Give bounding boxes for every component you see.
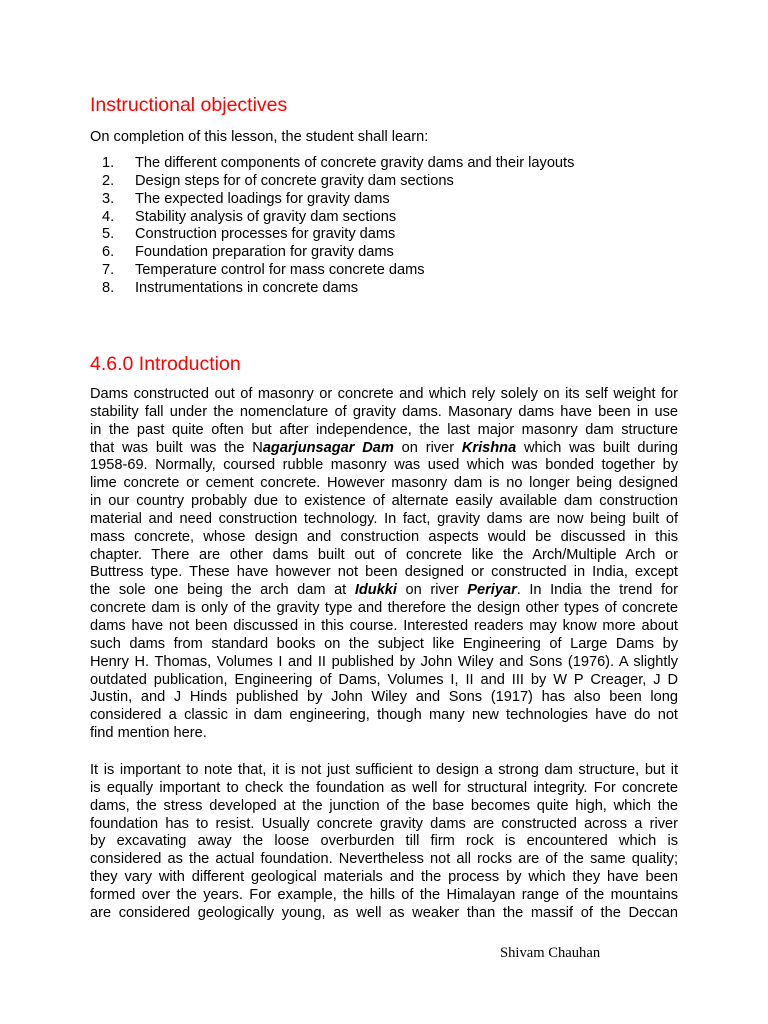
river-name-emphasis: Periyar — [467, 582, 517, 599]
list-item — [90, 244, 574, 262]
list-item-number: 8. — [102, 279, 115, 296]
list-item-number: 2. — [102, 172, 115, 189]
text-line: stability fall under the nomenclature of gravity dams. Masonary dams have been in use — [90, 403, 678, 420]
text-run: the sole one being the arch dam at — [90, 582, 355, 599]
text-line: lime concrete or cement concrete. However masonry dam is no longer being designed — [90, 475, 678, 492]
list-item-number: 7. — [102, 262, 115, 279]
text-line — [90, 440, 678, 458]
objectives-intro: On completion of this lesson, the student shall learn: — [90, 129, 429, 145]
list-item-number: 1. — [102, 155, 115, 171]
river-name-emphasis: Krishna — [461, 439, 517, 456]
list-item-number: 6. — [102, 244, 115, 261]
text-line: such dams from standard books on the subject like Engineering of Large Dams by — [90, 635, 678, 652]
text-line: formed over the years. For example, the hills of the Himalayan range of the mountains — [90, 886, 678, 903]
text-line: in our country probably due to existence of alternate easily available dam construction — [90, 493, 678, 510]
text-line — [90, 582, 678, 600]
list-item — [90, 280, 574, 298]
text-line: dams, the stress developed at the junction of the base becomes quite high, which the — [90, 797, 678, 814]
text-line: find mention here. — [90, 725, 207, 742]
list-item — [90, 226, 574, 244]
list-item-text: Construction processes for gravity dams — [135, 226, 396, 243]
list-item-text: The expected loadings for gravity dams — [135, 190, 390, 207]
list-item-number: 3. — [102, 190, 115, 207]
text-line: chapter. There are other dams built out of concrete like the Arch/Multiple Arch or — [90, 546, 678, 563]
list-item — [90, 173, 574, 191]
introduction-paragraph-1 — [90, 386, 678, 743]
list-item-number: 5. — [102, 226, 115, 243]
dam-name-emphasis: Idukki — [354, 582, 397, 599]
text-line: outdated publication, Engineering of Dams, Volumes I, II and III by W P Creager, J D — [90, 671, 678, 688]
author-name: Shivam Chauhan — [500, 945, 601, 961]
text-line: Dams constructed out of masonry or concrete and which rely solely on its self weight for — [90, 386, 678, 402]
list-item-text: Instrumentations in concrete dams — [135, 279, 359, 296]
list-item-text: Temperature control for mass concrete dams — [135, 262, 425, 279]
text-line: foundation has to resist. Usually concrete gravity dams are constructed across a river — [90, 815, 678, 832]
text-run: on river — [393, 439, 462, 456]
list-item — [90, 209, 574, 227]
text-line: in the past quite often but after independence, the last major masonry dam structure — [90, 421, 678, 438]
text-line: considered a classic in dam engineering, though many new technologies have do not — [90, 707, 678, 724]
text-line: considered as the actual foundation. Nevertheless not all rocks are of the same quality; — [90, 851, 678, 868]
text-line: material and need construction technology. In fact, gravity dams are now being built of — [90, 510, 678, 527]
text-line: 1958-69. Normally, coursed rubble masonry was used which was bonded together by — [90, 457, 678, 474]
list-item-text: Design steps for of concrete gravity dam sections — [135, 172, 454, 189]
text-line: they vary with different geological materials and the process by which they have been — [90, 869, 678, 886]
text-line: Buttress type. These have however not been designed or constructed in India, except — [90, 564, 678, 581]
text-line: Justin, and J Hinds published by John Wiley and Sons (1917) has also been long — [90, 689, 678, 706]
objectives-heading: Instructional objectives — [90, 94, 288, 116]
text-line: by excavating away the loose overburden till firm rock is encountered which is — [90, 833, 678, 850]
list-item-text: Foundation preparation for gravity dams — [135, 244, 394, 261]
text-run: on river — [396, 582, 468, 599]
list-item — [90, 262, 574, 280]
text-run: that was built was the N — [90, 439, 263, 456]
list-item-number: 4. — [102, 208, 115, 225]
text-line: are considered geologically young, as well as weaker than the massif of the Deccan — [90, 904, 678, 921]
text-line: mass concrete, whose design and construction aspects would be discussed in this — [90, 528, 678, 545]
text-run: . In India the trend for — [516, 582, 678, 599]
list-item-text: The different components of concrete gravity dams and their layouts — [135, 155, 575, 171]
dam-name-emphasis: agarjunsagar Dam — [262, 439, 394, 456]
list-item — [90, 191, 574, 209]
objectives-list — [90, 155, 574, 298]
text-line: Henry H. Thomas, Volumes I and II published by John Wiley and Sons (1976). A slightly — [90, 653, 678, 670]
list-item-text: Stability analysis of gravity dam sections — [135, 208, 397, 225]
text-line: is equally important to check the foundation as well for structural integrity. For concrete — [90, 779, 678, 796]
text-line: dams have not been discussed in this course. Interested readers may know more about — [90, 617, 678, 634]
introduction-paragraph-2 — [90, 762, 678, 923]
list-item — [90, 155, 574, 173]
introduction-heading: 4.6.0 Introduction — [90, 353, 241, 375]
text-run: which was built during — [516, 439, 678, 456]
text-line: concrete dam is only of the gravity type and therefore the design other types of concrete — [90, 600, 678, 617]
text-line: It is important to note that, it is not just sufficient to design a strong dam structure, but it — [90, 762, 678, 778]
